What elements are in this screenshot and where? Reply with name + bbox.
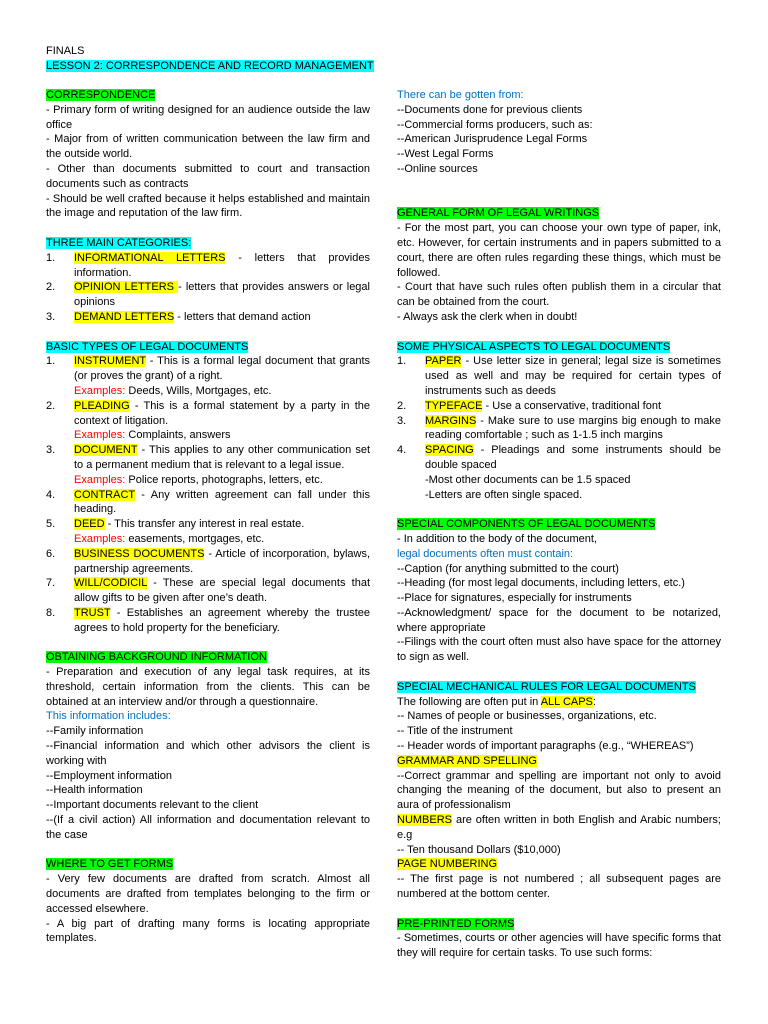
category-desc: - letters that provides answers or legal opinions (74, 281, 370, 309)
list-item: 4. CONTRACT - Any written agreement can fall under this heading. (46, 488, 370, 516)
list-item: 1. PAPER - Use letter size in general; legal size is sometimes used as well and may be required for certain types of instruments such as deeds (397, 355, 721, 397)
background-item: --Health information (46, 784, 143, 797)
background-item: --Employment information (46, 769, 172, 782)
includes-label: This information includes: (46, 710, 171, 723)
basic-types-heading: BASIC TYPES OF LEGAL DOCUMENTS (46, 340, 249, 353)
list-item: 2. OPINION LETTERS - letters that provides answers or legal opinions (46, 281, 370, 309)
list-item: 3. DEMAND LETTERS - letters that demand action (46, 310, 311, 323)
type-term: TRUST (74, 606, 111, 619)
gotten-from-item: --West Legal Forms (397, 148, 494, 161)
general-form-line: - Always ask the clerk when in doubt! (397, 310, 578, 323)
correspondence-line: - Should be well crafted because it helps established and maintain the image and reputation of the law firm. (46, 192, 370, 220)
list-item: 7. WILL/CODICIL - These are special legal documents that allow gifts to be given after one’s death. (46, 577, 370, 605)
general-form-section (397, 206, 721, 324)
numbers-text: NUMBERS are often written in both English and Arabic numbers; e.g (397, 814, 721, 841)
gotten-from-section (397, 88, 721, 177)
physical-term: PAPER (425, 355, 462, 368)
categories-heading: THREE MAIN CATEGORIES: (46, 236, 192, 249)
categories-section (46, 236, 370, 325)
examples-label: Examples: (74, 473, 126, 486)
left-column (46, 88, 370, 946)
page-numbering-heading: PAGE NUMBERING (397, 858, 498, 871)
list-item: 6. BUSINESS DOCUMENTS - Article of incorporation, bylaws, partnership agreements. (46, 547, 371, 575)
special-components-item: --Heading (for most legal documents, including letters, etc.) (397, 577, 685, 590)
grammar-heading: GRAMMAR AND SPELLING (397, 754, 537, 767)
background-heading: OBTAINING BACKGROUND INFORMATION (46, 651, 267, 664)
general-form-line: - Court that have such rules often publish them in a circular that can be obtained from the court. (397, 281, 721, 309)
special-components-must: legal documents often must contain: (397, 547, 574, 560)
where-forms-heading: WHERE TO GET FORMS (46, 858, 174, 871)
basic-types-section (46, 340, 370, 636)
list-item: 2. PLEADING - This is a formal statement by a party in the context of litigation. Examples: Complaints, answers (46, 399, 370, 442)
special-components-item: --Place for signatures, especially for instruments (397, 592, 632, 605)
physical-list (397, 354, 721, 502)
special-components-item: --Acknowledgment/ space for the document to be notarized, where appropriate (397, 606, 721, 634)
physical-term: SPACING (425, 444, 474, 457)
special-components-intro: - In addition to the body of the document, (397, 532, 597, 545)
gotten-from-item: --American Jurisprudence Legal Forms (397, 133, 588, 146)
type-term: CONTRACT (74, 488, 135, 501)
correspondence-line: - Primary form of writing designed for an audience outside the law office (46, 103, 370, 131)
list-item: 8. TRUST - Establishes an agreement whereby the trustee agrees to hold property for the beneficiary. (46, 606, 370, 634)
where-forms-line: - Very few documents are drafted from scratch. Almost all documents are drafted from templates belonging to the firm or accessed elsewhere. (46, 873, 370, 915)
examples-label: Examples: (74, 384, 126, 397)
mechanical-section (397, 680, 721, 902)
correspondence-section (46, 88, 370, 221)
preprinted-text: - Sometimes, courts or other agencies will have specific forms that they will require for certain tasks. To use such forms: (397, 932, 721, 960)
background-item: --(If a civil action) All information and documentation relevant to the case (46, 814, 370, 841)
background-section (46, 650, 370, 842)
general-form-line: - For the most part, you can choose your own type of paper, ink, etc. However, for certain instruments and in papers submitted to a court, there are often rules regarding these things, which must be followed. (397, 222, 721, 279)
examples-label: Examples: (74, 429, 126, 442)
numbers-term: NUMBERS (397, 814, 453, 827)
physical-heading: SOME PHYSICAL ASPECTS TO LEGAL DOCUMENTS (397, 340, 671, 353)
numbers-example: -- Ten thousand Dollars ($10,000) (397, 843, 561, 856)
where-forms-line: - A big part of drafting many forms is locating appropriate templates. (46, 917, 370, 945)
preprinted-section (397, 917, 721, 961)
category-desc: - letters that provides information. (74, 251, 370, 279)
category-term: DEMAND LETTERS (74, 310, 175, 323)
category-term: OPINION LETTERS (74, 281, 179, 294)
caps-intro: The following are often put in ALL CAPS: (397, 695, 596, 708)
type-term: PLEADING (74, 399, 130, 412)
basic-types-list (46, 354, 370, 635)
background-intro: - Preparation and execution of any legal task requires, at its threshold, certain information from the clients. This can be obtained at an interview and/or through a questionnaire. (46, 666, 370, 708)
list-item: 1. INSTRUMENT - This is a formal legal document that grants (or proves the grant) of a right. Examples: Deeds, Wills, Mortgages, etc. (46, 355, 370, 397)
physical-term: TYPEFACE (425, 399, 483, 412)
mechanical-heading: SPECIAL MECHANICAL RULES FOR LEGAL DOCUMENTS (397, 680, 696, 693)
physical-term: MARGINS (425, 414, 477, 427)
examples-label: Examples: (74, 532, 126, 545)
special-components-item: --Filings with the court often must also have space for the attorney to sign as well. (397, 636, 721, 664)
general-form-heading: GENERAL FORM OF LEGAL WRITINGS (397, 207, 600, 220)
physical-section (397, 340, 721, 503)
background-item: --Family information (46, 725, 144, 738)
list-item: 5. DEED - This transfer any interest in real estate. Examples: easements, mortgages, etc. (46, 518, 305, 545)
preprinted-heading: PRE-PRINTED FORMS (397, 917, 515, 930)
list-item: 1. INFORMATIONAL LETTERS - letters that provides information. (46, 251, 370, 279)
caps-item: -- Names of people or businesses, organizations, etc. (397, 710, 657, 723)
type-term: WILL/CODICIL (74, 577, 147, 590)
gotten-from-item: --Commercial forms producers, such as: (397, 118, 593, 131)
list-item: 3. MARGINS - Make sure to use margins big enough to make reading comfortable ; such as 1-1.5 inch margins (397, 414, 721, 442)
type-term: DEED (74, 518, 105, 531)
category-desc: - letters that demand action (174, 310, 311, 323)
right-column (397, 88, 721, 961)
where-forms-section (46, 857, 370, 946)
caps-term: ALL CAPS (540, 695, 593, 708)
special-components-item: --Caption (for anything submitted to the court) (397, 562, 619, 575)
list-item: 3. DOCUMENT - This applies to any other communication set to a permanent medium that is relevant to a legal issue. Examples: Police reports, photographs, letters, etc. (46, 444, 370, 486)
gotten-from-heading: There can be gotten from: (397, 89, 524, 101)
special-components-heading: SPECIAL COMPONENTS OF LEGAL DOCUMENTS (397, 518, 656, 531)
type-term: INSTRUMENT (74, 355, 146, 368)
correspondence-line: - Major from of written communication between the law firm and the outside world. (46, 133, 370, 161)
caps-item: -- Title of the instrument (397, 725, 513, 738)
background-item: --Financial information and which other advisors the client is working with (46, 740, 370, 767)
gotten-from-item: --Online sources (397, 162, 478, 175)
special-components-section (397, 517, 721, 665)
list-item: 2. TYPEFACE - Use a conservative, traditional font (397, 399, 661, 412)
lesson-title: LESSON 2: CORRESPONDENCE AND RECORD MANAGEMENT (46, 59, 374, 72)
list-item: 4. SPACING - Pleadings and some instruments should be double spaced -Most other documents can be 1.5 spaced -Letters are often single spaced. (397, 444, 721, 501)
categories-list (46, 251, 370, 325)
type-term: DOCUMENT (74, 444, 138, 457)
finals-label: FINALS (46, 45, 85, 57)
grammar-text: --Correct grammar and spelling are important not only to avoid changing the meaning of the document, but also to present an aura of professionalism (397, 769, 721, 812)
correspondence-heading: CORRESPONDENCE (46, 89, 156, 101)
category-term: INFORMATIONAL LETTERS (74, 251, 226, 264)
type-term: BUSINESS DOCUMENTS (74, 547, 205, 560)
gotten-from-item: --Documents done for previous clients (397, 103, 583, 116)
caps-item: -- Header words of important paragraphs (e.g., “WHEREAS”) (397, 740, 694, 753)
correspondence-line: - Other than documents submitted to court and transaction documents such as contracts (46, 162, 370, 190)
page-numbering-text: -- The first page is not numbered ; all subsequent pages are numbered at the bottom center. (397, 873, 721, 901)
background-item: --Important documents relevant to the client (46, 799, 259, 812)
document-header (46, 44, 376, 74)
